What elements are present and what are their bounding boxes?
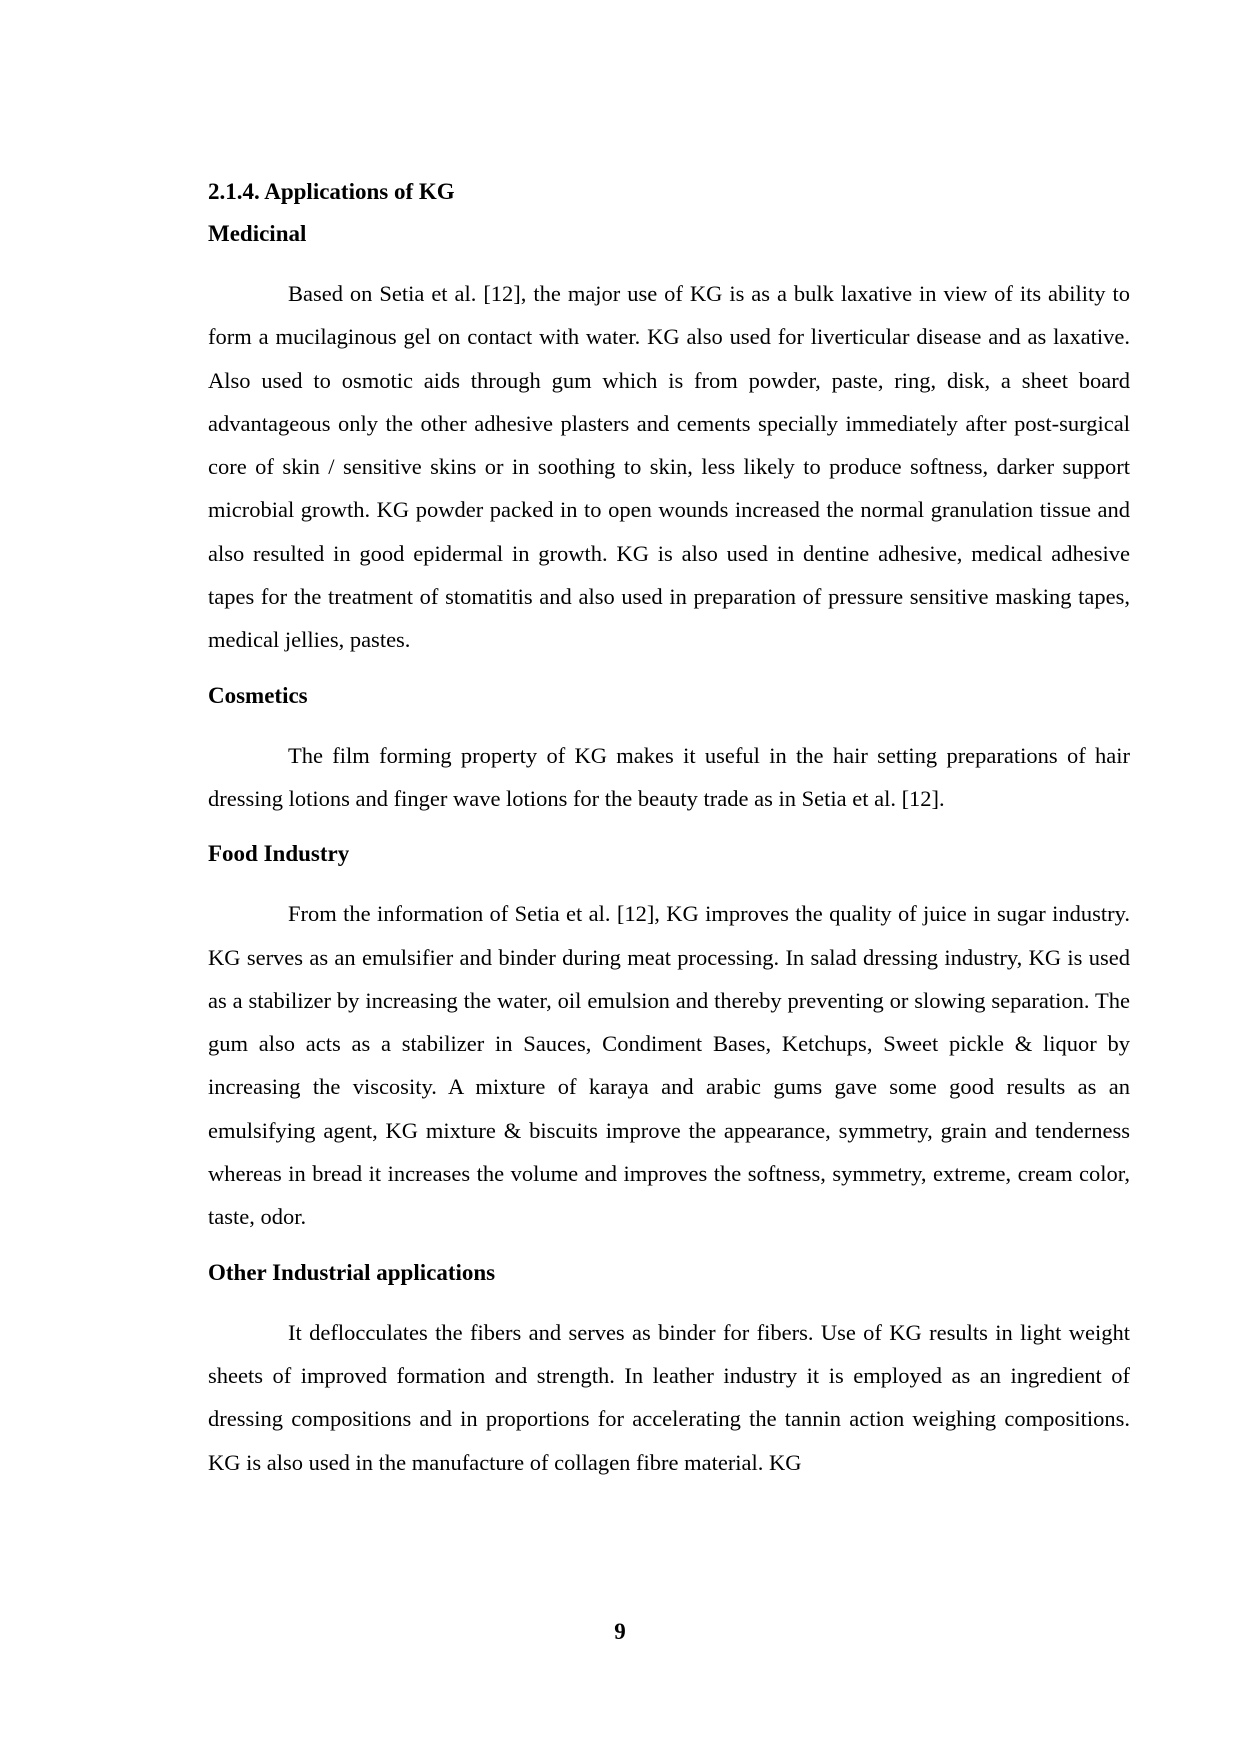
document-page (208, 176, 1130, 1502)
paragraph-other-industrial: It deflocculates the fibers and serves as binder for fibers. Use of KG results in light weight sheets of improved formation and strength. In leather industry it is employed as an ingredient of dressing compositions and in proportions for accelerating the tannin action weighing compositions. KG is also used in the manufacture of collagen fibre material. KG (208, 1319, 1130, 1475)
heading-other-industrial: Other Industrial applications (208, 1259, 496, 1285)
page-number: 9 (614, 1619, 626, 1644)
paragraph-food-industry: From the information of Setia et al. [12], KG improves the quality of juice in sugar industry. KG serves as an emulsifier and binder during meat processing. In salad dressing industry, KG is used as a stabilizer by increasing the water, oil emulsion and thereby preventing or slowing separation. The gum also acts as a stabilizer in Sauces, Condiment Bases, Ketchups, Sweet pickle & liquor by increasing the viscosity. A mixture of karaya and arabic gums gave some good results as an emulsifying agent, KG mixture & biscuits improve the appearance, symmetry, grain and tenderness whereas in bread it increases the volume and improves the softness, symmetry, extreme, cream color, taste, odor. (208, 901, 1130, 1230)
heading-medicinal: Medicinal (208, 221, 307, 246)
paragraph-medicinal: Based on Setia et al. [12], the major use of KG is as a bulk laxative in view of its ability to form a mucilaginous gel on contact with water. KG also used for liverticular disease and as laxative. Also used to osmotic aids through gum which is from powder, paste, ring, disk, a sheet board advantageous only the other adhesive plasters and cements specially immediately after post-surgical core of skin / sensitive skins or in soothing to skin, less likely to produce softness, darker support microbial growth. KG powder packed in to open wounds increased the normal granulation tissue and also resulted in good epidermal in growth. KG is also used in dentine adhesive, medical adhesive tapes for the treatment of stomatitis and also used in preparation of pressure sensitive masking tapes, medical jellies, pastes. (208, 281, 1130, 653)
section-title: 2.1.4. Applications of KG (208, 179, 455, 204)
paragraph-cosmetics: The film forming property of KG makes it useful in the hair setting preparations of hair dressing lotions and finger wave lotions for the beauty trade as in Setia et al. [12]. (208, 742, 1130, 811)
heading-cosmetics: Cosmetics (208, 682, 308, 708)
heading-food-industry: Food Industry (208, 841, 350, 867)
